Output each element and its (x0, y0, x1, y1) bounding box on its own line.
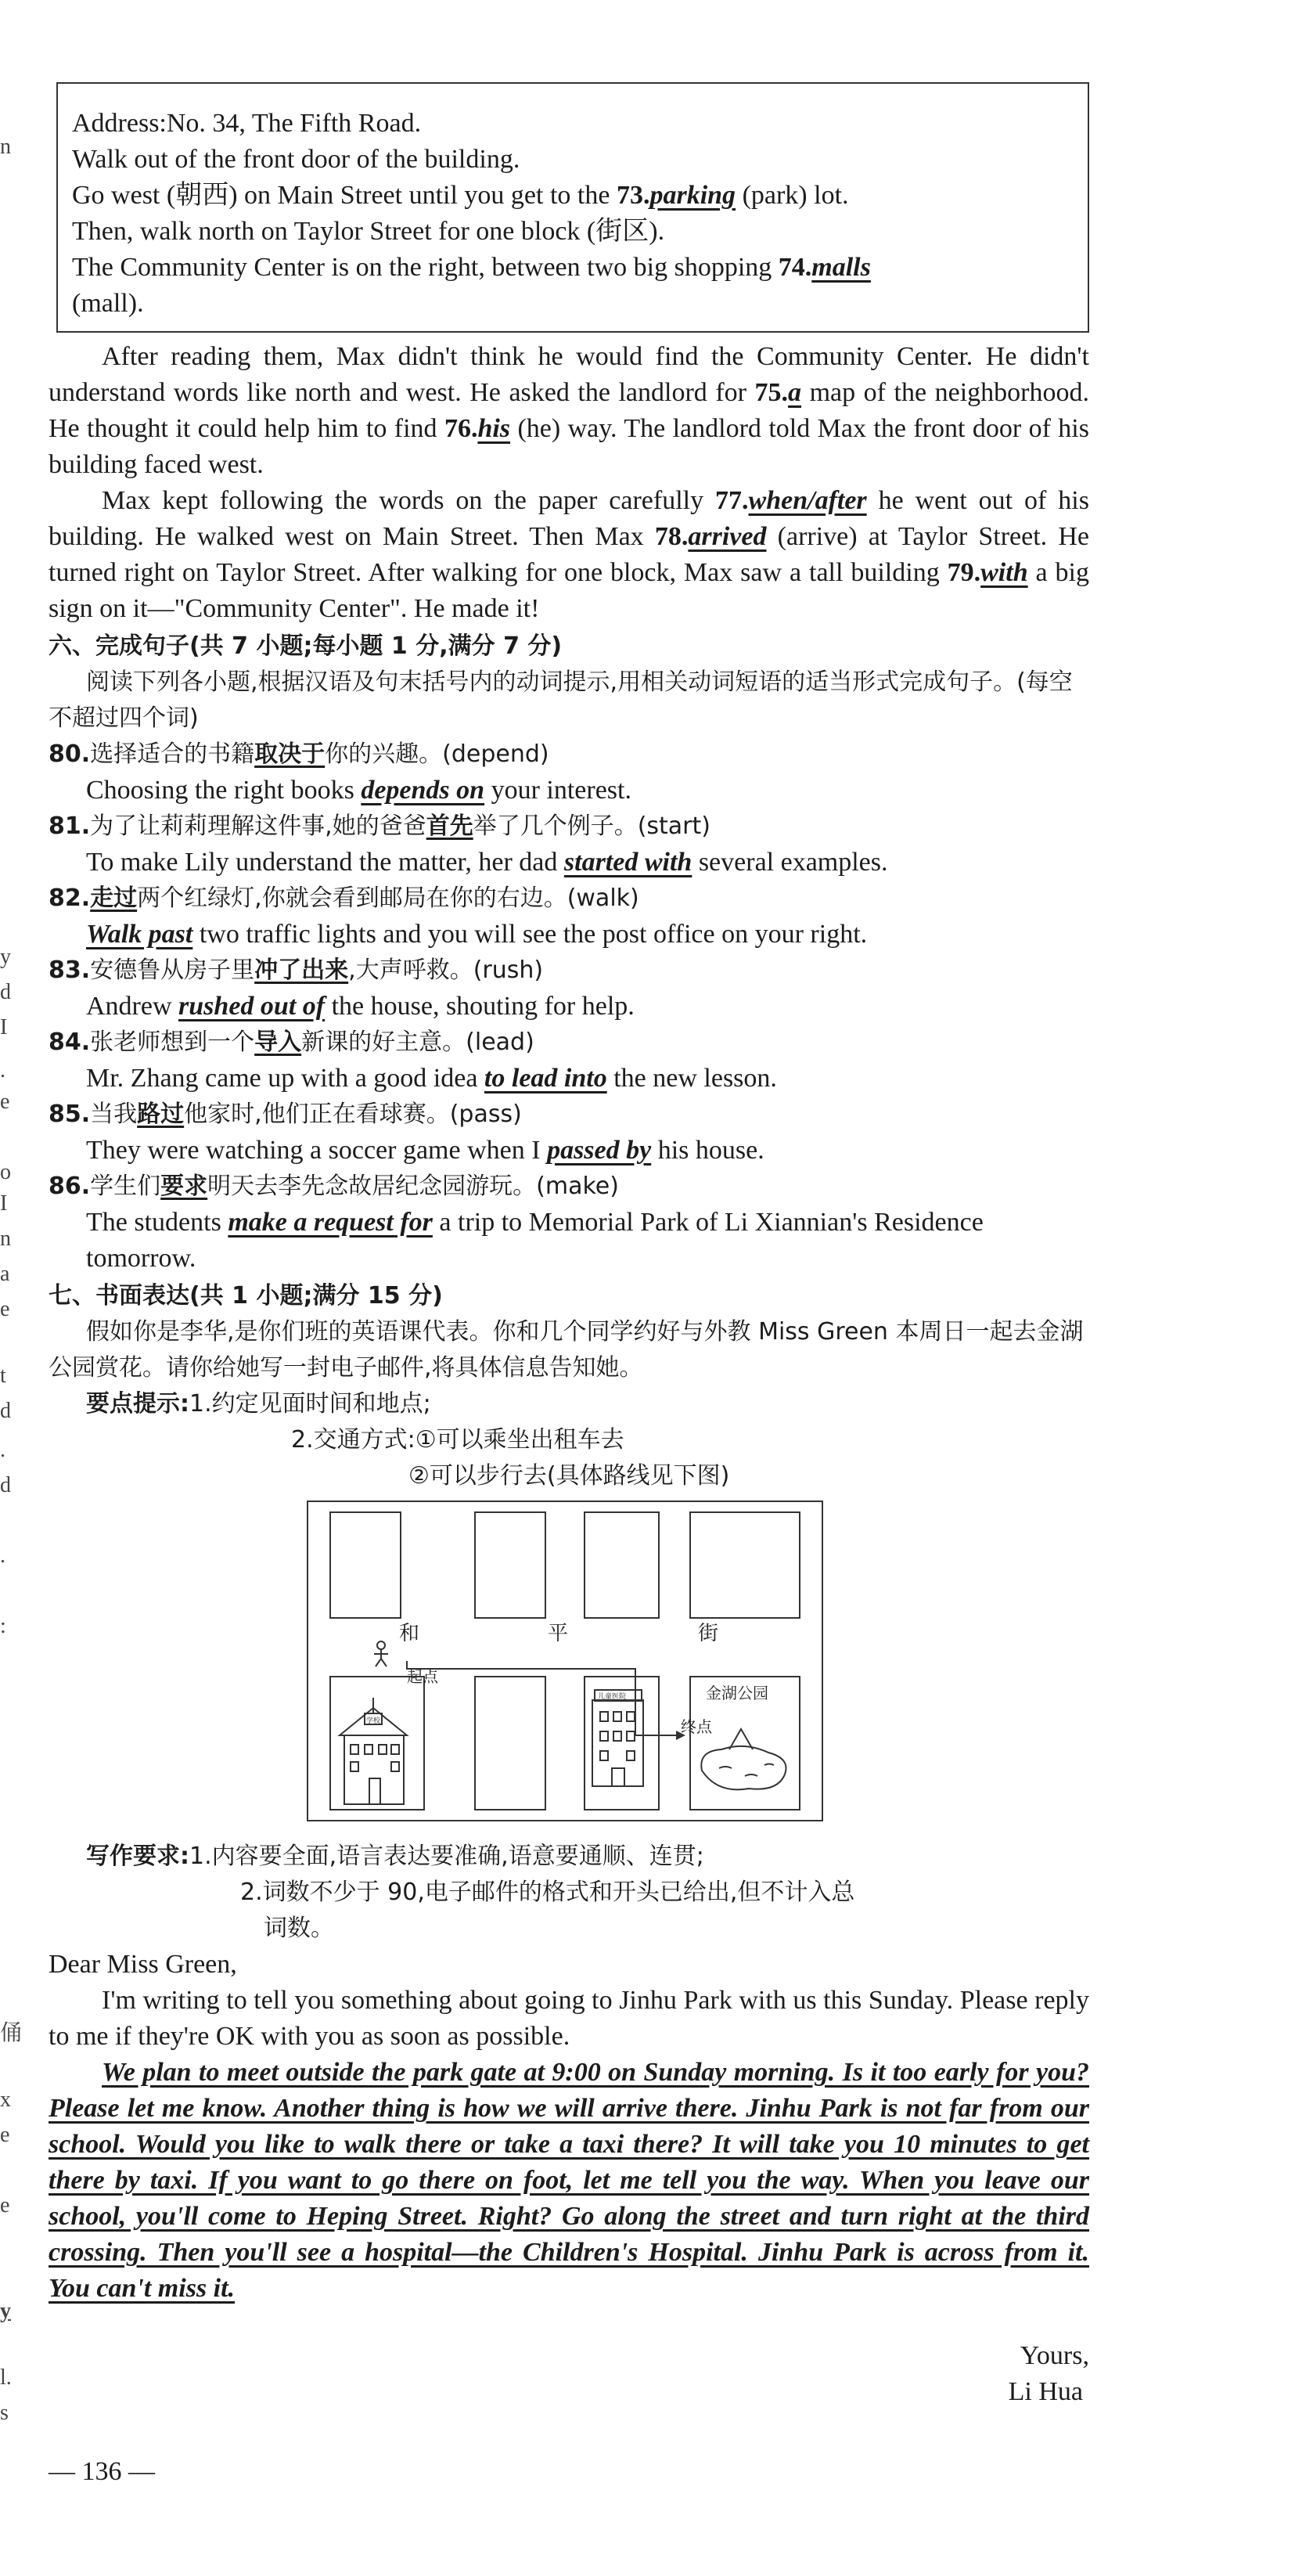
question-number: 84. (49, 1029, 91, 1056)
question-number: 85. (49, 1101, 91, 1128)
text: ,大声呼救。(rush) (348, 957, 544, 984)
highlight: 导入 (254, 1029, 302, 1056)
text: The Community Center is on the right, between two big shopping (72, 253, 779, 282)
text: 学生们 (90, 1173, 161, 1200)
text: Mr. Zhang came up with a good idea (86, 1064, 484, 1093)
tip: 1.约定见面时间和地点; (189, 1390, 431, 1418)
essay-text: We plan to meet outside the park gate at 9:00 on Sunday morning. Is it too early for you? Please let me know. Another thing is how we will arrive there. Jinhu Park is not far from our school. Would you like to walk there or take a taxi there? It will take you 10 minutes to get there by taxi. If you want to go there on foot, let me tell you the way. When you leave our school, you'll come to Heping Street. Right? Go along the street and turn right at the third crossing. Then you'll see a hospital—the Children's Hospital. Jinhu Park is across from it. You can't miss it. (49, 2058, 1089, 2303)
edge-char: y (0, 2299, 11, 2323)
school-sign: 学校 (366, 1717, 381, 1725)
letter-greeting: Dear Miss Green, (49, 1950, 237, 1979)
requirements-line-2: 2.词数不少于 90,电子邮件的格式和开头已给出,但不计入总 (240, 1879, 855, 1906)
text: his house. (651, 1136, 764, 1165)
map-border (308, 1501, 822, 1821)
text: (he) way. The landlord told Max the front door of his building faced west. (49, 414, 1089, 479)
left-margin-bleed (0, 0, 39, 2576)
answer-86: make a request for (228, 1208, 433, 1237)
letter-signature: Li Hua (1008, 2377, 1083, 2406)
edge-char: I (0, 1191, 8, 1216)
highlight: 冲了出来 (254, 957, 349, 984)
answer-81: started with (563, 848, 692, 877)
answer-line-81 (49, 845, 1089, 881)
edge-char: a (0, 1262, 10, 1286)
text: 安德鲁从房子里 (90, 957, 255, 984)
edge-char: t (0, 1364, 6, 1388)
answer-85: passed by (547, 1136, 652, 1165)
question-number: 77. (715, 486, 749, 515)
edge-char: l. (0, 2365, 12, 2390)
block (690, 1512, 800, 1618)
tips-line-1 (49, 1386, 1089, 1422)
text: a trip to Memorial Park of Li Xiannian's Residence tomorrow. (86, 1208, 984, 1273)
answer-line-82 (49, 917, 1089, 953)
section-6-instructions: 阅读下列各小题,根据汉语及句末括号内的动词提示,用相关动词短语的适当形式完成句子。(每空不超过四个词) (49, 668, 1073, 732)
text: The students (86, 1208, 228, 1237)
route-map (307, 1501, 823, 1821)
question-number: 83. (49, 957, 91, 984)
edge-char: . (0, 1058, 5, 1083)
question-number: 79. (947, 558, 981, 587)
answer-84: to lead into (484, 1064, 607, 1093)
text: (arrive) at Taylor Street. He turned right on Taylor Street. After walking for one block, Max saw a tall building (49, 522, 1089, 587)
edge-char: 俑 (0, 2021, 23, 2045)
text: 新课的好主意。(lead) (301, 1029, 534, 1056)
question-number: 76. (444, 414, 478, 443)
edge-char: d (0, 1473, 11, 1497)
requirements-line-1 (49, 1839, 1089, 1875)
text: he went out of his building. He walked west on Main Street. Then Max (49, 486, 1089, 551)
question-85 (49, 1097, 1089, 1133)
letter-essay-answer (49, 2055, 1089, 2307)
text: Andrew (86, 992, 179, 1021)
park-label: 金湖公园 (706, 1684, 768, 1702)
email-letter (49, 1947, 1089, 2410)
highlight: 走过 (90, 884, 138, 912)
tips-label: 要点提示: (86, 1390, 189, 1418)
text: 当我 (90, 1101, 138, 1128)
edge-char: n (0, 135, 11, 159)
text: They were watching a soccer game when I (86, 1136, 548, 1165)
text: 明天去李先念故居纪念园游玩。(make) (207, 1173, 619, 1200)
letter-opening: I'm writing to tell you something about going to Jinhu Park with us this Sunday. Please reply to me if they're OK with you as soon as possible. (49, 1986, 1089, 2051)
block (585, 1512, 659, 1618)
question-number: 74. (778, 253, 812, 282)
page-number: — 136 — (49, 2457, 155, 2486)
question-84 (49, 1025, 1089, 1061)
text: several examples. (692, 848, 888, 877)
text: 举了几个例子。(start) (473, 812, 710, 840)
edge-char: y (0, 945, 11, 969)
highlight: 要求 (160, 1173, 208, 1200)
edge-char: n (0, 1227, 11, 1251)
worksheet-page (49, 82, 1089, 2410)
question-number: 81. (49, 812, 91, 840)
question-number: 86. (49, 1173, 91, 1200)
answer-line-83 (49, 989, 1089, 1025)
text: 两个红绿灯,你就会看到邮局在你的右边。(walk) (137, 884, 639, 912)
highlight: 路过 (137, 1101, 185, 1128)
street-name-char: 平 (548, 1622, 569, 1645)
answer-75: a (788, 378, 802, 407)
section-7-intro: 假如你是李华,是你们班的英语课代表。你和几个同学约好与外教 Miss Green 本周日一起去金湖公园赏花。请你给她写一封电子邮件,将具体信息告知她。 (49, 1318, 1084, 1382)
text: the new lesson. (606, 1064, 777, 1093)
section-7-title: 七、书面表达(共 1 小题;满分 15 分) (49, 1282, 443, 1310)
question-number: 80. (49, 740, 91, 768)
question-86 (49, 1169, 1089, 1205)
hospital-sign: 儿童医院 (598, 1693, 627, 1701)
answer-83: rushed out of (178, 992, 326, 1021)
text: Choosing the right books (86, 776, 362, 805)
tips-line-2: 2.交通方式:①可以乘坐出租车去 (291, 1426, 624, 1454)
requirements-line-3: 词数。 (264, 1915, 334, 1942)
directions-line: Walk out of the front door of the building. (72, 145, 520, 174)
question-81 (49, 809, 1089, 845)
block (475, 1512, 545, 1618)
directions-line: (mall). (72, 289, 144, 318)
answer-line-80 (49, 773, 1089, 809)
address-box (56, 82, 1089, 333)
tips-line-3: ②可以步行去(具体路线见下图) (408, 1462, 730, 1490)
text: 为了让莉莉理解这件事,她的爸爸 (90, 812, 426, 840)
text: Go west (朝西) on Main Street until you get to the (72, 181, 617, 210)
block (330, 1512, 401, 1618)
edge-char: d (0, 1399, 11, 1423)
answer-77: when/after (748, 486, 867, 515)
text: 你的兴趣。(depend) (325, 740, 549, 768)
text: To make Lily understand the matter, her dad (86, 848, 564, 877)
answer-78: arrived (688, 522, 767, 551)
text: a big sign on it—"Community Center". He made it! (49, 558, 1089, 623)
edge-char: o (0, 1160, 11, 1184)
lake-icon (701, 1729, 786, 1789)
text: (park) lot. (736, 181, 849, 210)
text: map of the neighborhood. He thought it could help him to find (49, 378, 1089, 443)
question-80 (49, 737, 1089, 773)
edge-char: e (0, 1297, 10, 1321)
answer-80: depends on (361, 776, 485, 805)
story-paragraph-2 (49, 483, 1089, 627)
answer-82: Walk past (86, 920, 193, 949)
answer-76: his (477, 414, 511, 443)
question-number: 75. (754, 378, 789, 407)
text: After reading them, Max didn't think he would find the Community Center. He didn't understand words like north and west. He asked the landlord for (49, 342, 1089, 407)
text: two traffic lights and you will see the post office on your right. (192, 920, 868, 949)
question-83 (49, 953, 1089, 989)
text: 选择适合的书籍 (90, 740, 255, 768)
start-label: 起点 (407, 1667, 438, 1686)
answer-line-86 (49, 1205, 1089, 1277)
highlight: 首先 (426, 812, 473, 840)
edge-char: . (0, 1544, 5, 1568)
section-6-title: 六、完成句子(共 7 小题;每小题 1 分,满分 7 分) (49, 632, 563, 660)
letter-closing: Yours, (1020, 2341, 1089, 2370)
answer-74: malls (811, 253, 871, 282)
street-name-char: 街 (698, 1622, 719, 1645)
directions-line: Then, walk north on Taylor Street for one block (街区). (72, 217, 665, 246)
edge-char: . (0, 1438, 5, 1462)
answer-line-85 (49, 1133, 1089, 1169)
street-name-char: 和 (399, 1622, 420, 1645)
question-number: 78. (654, 522, 689, 551)
text: your interest. (484, 776, 631, 805)
question-number: 82. (49, 884, 91, 912)
text: the house, shouting for help. (325, 992, 635, 1021)
requirements-label: 写作要求: (86, 1843, 189, 1870)
school-building-icon (340, 1698, 407, 1804)
edge-char: : (0, 1614, 6, 1638)
edge-char: s (0, 2401, 9, 2425)
edge-char: x (0, 2088, 11, 2112)
directions-line (72, 178, 1074, 214)
requirement: 1.内容要全面,语言表达要准确,语意要通顺、连贯; (189, 1843, 704, 1870)
text: 张老师想到一个 (90, 1029, 255, 1056)
text: Max kept following the words on the paper carefully (102, 486, 716, 515)
edge-char: d (0, 980, 11, 1004)
edge-char: I (0, 1015, 8, 1039)
person-icon (374, 1641, 388, 1666)
edge-char: e (0, 2193, 10, 2218)
text: 他家时,他们正在看球赛。(pass) (184, 1101, 522, 1128)
story-paragraph-1 (49, 339, 1089, 483)
answer-line-84 (49, 1061, 1089, 1097)
edge-char: e (0, 2123, 10, 2147)
question-number: 73. (616, 181, 650, 210)
edge-char: e (0, 1090, 10, 1114)
answer-73: parking (649, 181, 736, 210)
answer-79: with (980, 558, 1028, 587)
highlight: 取决于 (254, 740, 326, 768)
end-label: 终点 (681, 1717, 712, 1736)
directions-line (72, 250, 1074, 286)
block (475, 1677, 545, 1810)
question-82 (49, 881, 1089, 917)
address-line: Address:No. 34, The Fifth Road. (72, 109, 422, 138)
